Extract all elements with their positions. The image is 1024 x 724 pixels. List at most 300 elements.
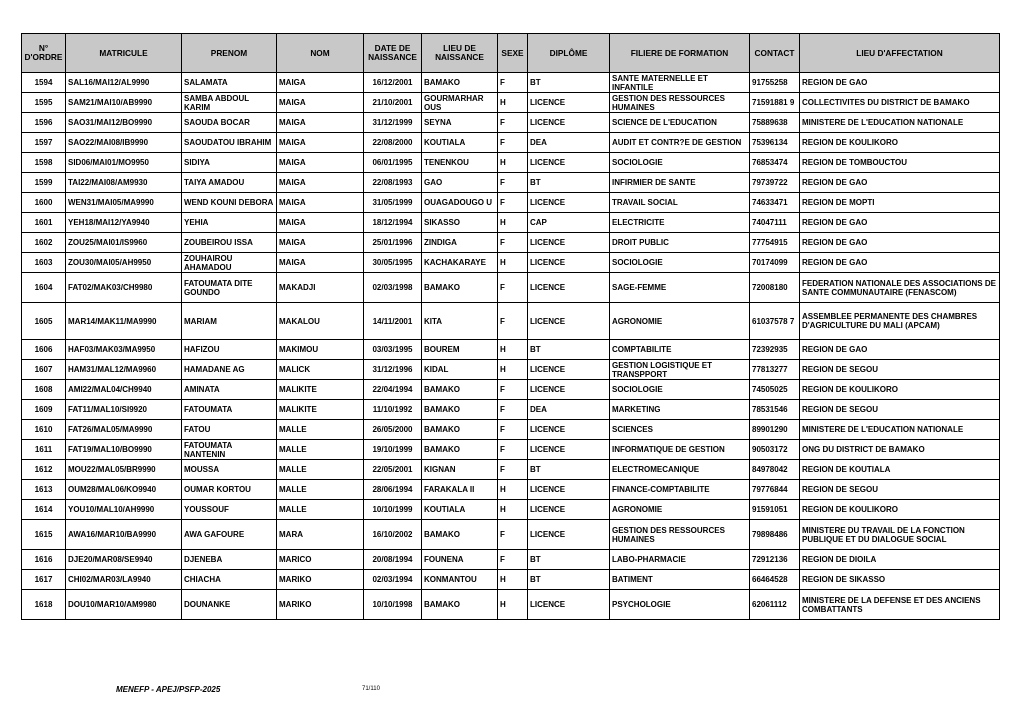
table-cell: 62061112 xyxy=(750,590,800,620)
table-cell: LICENCE xyxy=(528,253,610,273)
table-cell: LICENCE xyxy=(528,590,610,620)
table-cell: MAIGA xyxy=(277,73,364,93)
table-cell: F xyxy=(498,550,528,570)
column-header: CONTACT xyxy=(750,34,800,73)
table-cell: 1614 xyxy=(22,500,66,520)
table-cell: SCIENCE DE L'EDUCATION xyxy=(610,113,750,133)
table-cell: F xyxy=(498,113,528,133)
table-cell: BT xyxy=(528,570,610,590)
table-cell: 26/05/2000 xyxy=(364,420,422,440)
table-cell: LICENCE xyxy=(528,233,610,253)
table-cell: 03/03/1995 xyxy=(364,340,422,360)
table-cell: ZOUHAIROU AHAMADOU xyxy=(182,253,277,273)
table-cell: HAMADANE AG xyxy=(182,360,277,380)
table-cell: GESTION LOGISTIQUE ET TRANSPPORT xyxy=(610,360,750,380)
table-row xyxy=(22,460,1000,480)
table-cell: H xyxy=(498,360,528,380)
table-cell: 74505025 xyxy=(750,380,800,400)
table-cell: MAIGA xyxy=(277,93,364,113)
table-cell: MALIKITE xyxy=(277,380,364,400)
table-cell: MINISTERE DU TRAVAIL DE LA FONCTION PUBLIQUE ET DU DIALOGUE SOCIAL xyxy=(800,520,1000,550)
table-cell: KIGNAN xyxy=(422,460,498,480)
table-cell: KACHAKARAYE xyxy=(422,253,498,273)
table-cell: BT xyxy=(528,550,610,570)
table-cell: MALLE xyxy=(277,420,364,440)
table-cell: MALLE xyxy=(277,480,364,500)
table-cell: MARA xyxy=(277,520,364,550)
table-cell: ELECTROMECANIQUE xyxy=(610,460,750,480)
table-cell: F xyxy=(498,173,528,193)
table-cell: DJE20/MAR08/SE9940 xyxy=(66,550,182,570)
table-cell: CAP xyxy=(528,213,610,233)
table-cell: 1610 xyxy=(22,420,66,440)
table-cell: 10/10/1998 xyxy=(364,590,422,620)
table-cell: PSYCHOLOGIE xyxy=(610,590,750,620)
table-cell: 21/10/2001 xyxy=(364,93,422,113)
table-cell: FAT11/MAL10/SI9920 xyxy=(66,400,182,420)
table-cell: H xyxy=(498,213,528,233)
table-cell: 1598 xyxy=(22,153,66,173)
table-cell: BT xyxy=(528,340,610,360)
table-cell: MAIGA xyxy=(277,113,364,133)
table-cell: BOUREM xyxy=(422,340,498,360)
table-cell: KITA xyxy=(422,303,498,340)
table-cell: REGION DE GAO xyxy=(800,173,1000,193)
table-cell: 31/05/1999 xyxy=(364,193,422,213)
table-cell: 19/10/1999 xyxy=(364,440,422,460)
column-header: LIEU D'AFFECTATION xyxy=(800,34,1000,73)
table-cell: SEYNA xyxy=(422,113,498,133)
table-cell: MALICK xyxy=(277,360,364,380)
table-row xyxy=(22,500,1000,520)
table-cell: INFORMATIQUE DE GESTION xyxy=(610,440,750,460)
table-cell: SIKASSO xyxy=(422,213,498,233)
table-cell: 1613 xyxy=(22,480,66,500)
table-cell: AMINATA xyxy=(182,380,277,400)
table-body xyxy=(22,73,1000,620)
table-cell: 1597 xyxy=(22,133,66,153)
table-cell: MAIGA xyxy=(277,173,364,193)
table-row xyxy=(22,380,1000,400)
table-cell: OUAGADOUGO U xyxy=(422,193,498,213)
column-header: PRENOM xyxy=(182,34,277,73)
table-cell: FATOUMATA xyxy=(182,400,277,420)
table-cell: COMPTABILITE xyxy=(610,340,750,360)
table-cell: MALIKITE xyxy=(277,400,364,420)
table-cell: BATIMENT xyxy=(610,570,750,590)
table-cell: SID06/MAI01/MO9950 xyxy=(66,153,182,173)
table-cell: 76853474 xyxy=(750,153,800,173)
table-header-row xyxy=(22,34,1000,73)
table-cell: 66464528 xyxy=(750,570,800,590)
table-cell: 89901290 xyxy=(750,420,800,440)
table-cell: 10/10/1999 xyxy=(364,500,422,520)
table-cell: LICENCE xyxy=(528,113,610,133)
table-cell: LICENCE xyxy=(528,520,610,550)
table-cell: MALLE xyxy=(277,440,364,460)
table-cell: LICENCE xyxy=(528,480,610,500)
table-cell: YEHIA xyxy=(182,213,277,233)
table-cell: BT xyxy=(528,460,610,480)
table-cell: 11/10/1992 xyxy=(364,400,422,420)
table-cell: AWA16/MAR10/BA9990 xyxy=(66,520,182,550)
table-cell: GESTION DES RESSOURCES HUMAINES xyxy=(610,520,750,550)
table-cell: REGION DE GAO xyxy=(800,233,1000,253)
table-cell: TENENKOU xyxy=(422,153,498,173)
table-cell: 1602 xyxy=(22,233,66,253)
table-cell: REGION DE SEGOU xyxy=(800,400,1000,420)
table-cell: LICENCE xyxy=(528,380,610,400)
column-header: NOM xyxy=(277,34,364,73)
table-row xyxy=(22,360,1000,380)
table-cell: LICENCE xyxy=(528,420,610,440)
table-row xyxy=(22,520,1000,550)
table-cell: LICENCE xyxy=(528,360,610,380)
column-header: SEXE xyxy=(498,34,528,73)
table-cell: REGION DE SEGOU xyxy=(800,480,1000,500)
table-cell: WEND KOUNI DEBORA xyxy=(182,193,277,213)
table-cell: 1603 xyxy=(22,253,66,273)
table-row xyxy=(22,480,1000,500)
table-cell: HAM31/MAL12/MA9960 xyxy=(66,360,182,380)
table-cell: 1605 xyxy=(22,303,66,340)
table-cell: REGION DE DIOILA xyxy=(800,550,1000,570)
table-cell: H xyxy=(498,153,528,173)
table-cell: BAMAKO xyxy=(422,273,498,303)
table-cell: SAOUDATOU IBRAHIM xyxy=(182,133,277,153)
table-cell: MARICO xyxy=(277,550,364,570)
table-cell: DEA xyxy=(528,400,610,420)
table-cell: SAOUDA BOCAR xyxy=(182,113,277,133)
table-cell: REGION DE GAO xyxy=(800,340,1000,360)
table-cell: 20/08/1994 xyxy=(364,550,422,570)
table-cell: REGION DE SIKASSO xyxy=(800,570,1000,590)
table-cell: BAMAKO xyxy=(422,400,498,420)
table-cell: 1600 xyxy=(22,193,66,213)
table-cell: MARKETING xyxy=(610,400,750,420)
table-cell: F xyxy=(498,303,528,340)
table-cell: ONG DU DISTRICT DE BAMAKO xyxy=(800,440,1000,460)
table-cell: DOUNANKE xyxy=(182,590,277,620)
table-cell: BAMAKO xyxy=(422,520,498,550)
column-header: DIPLÔME xyxy=(528,34,610,73)
table-cell: H xyxy=(498,500,528,520)
table-cell: MOU22/MAL05/BR9990 xyxy=(66,460,182,480)
table-cell: 1607 xyxy=(22,360,66,380)
table-cell: 02/03/1998 xyxy=(364,273,422,303)
table-cell: GESTION DES RESSOURCES HUMAINES xyxy=(610,93,750,113)
table-cell: 1596 xyxy=(22,113,66,133)
table-cell: 1599 xyxy=(22,173,66,193)
table-cell: 79898486 xyxy=(750,520,800,550)
table-cell: MAKALOU xyxy=(277,303,364,340)
table-cell: REGION DE GAO xyxy=(800,213,1000,233)
table-row xyxy=(22,193,1000,213)
table-row xyxy=(22,400,1000,420)
table-cell: TAIYA AMADOU xyxy=(182,173,277,193)
table-cell: CHI02/MAR03/LA9940 xyxy=(66,570,182,590)
table-cell: TRAVAIL SOCIAL xyxy=(610,193,750,213)
table-cell: HAFIZOU xyxy=(182,340,277,360)
table-cell: BT xyxy=(528,173,610,193)
table-cell: LICENCE xyxy=(528,500,610,520)
table-cell: FEDERATION NATIONALE DES ASSOCIATIONS DE SANTE COMMUNAUTAIRE (FENASCOM) xyxy=(800,273,1000,303)
table-cell: 75396134 xyxy=(750,133,800,153)
table-cell: DOU10/MAR10/AM9980 xyxy=(66,590,182,620)
table-cell: GOURMARHAR OUS xyxy=(422,93,498,113)
table-cell: 91755258 xyxy=(750,73,800,93)
table-cell: MOUSSA xyxy=(182,460,277,480)
table-cell: 14/11/2001 xyxy=(364,303,422,340)
table-cell: SIDIYA xyxy=(182,153,277,173)
table-cell: LICENCE xyxy=(528,93,610,113)
table-cell: ELECTRICITE xyxy=(610,213,750,233)
table-cell: AGRONOMIE xyxy=(610,500,750,520)
table-row xyxy=(22,253,1000,273)
table-row xyxy=(22,340,1000,360)
table-cell: SAM21/MAI10/AB9990 xyxy=(66,93,182,113)
table-cell: LICENCE xyxy=(528,193,610,213)
table-cell: MAIGA xyxy=(277,233,364,253)
table-cell: DEA xyxy=(528,133,610,153)
table-cell: YEH18/MAI12/YA9940 xyxy=(66,213,182,233)
table-row xyxy=(22,213,1000,233)
table-cell: LABO-PHARMACIE xyxy=(610,550,750,570)
table-cell: 1604 xyxy=(22,273,66,303)
table-cell: 75889638 xyxy=(750,113,800,133)
table-cell: AUDIT ET CONTR?E DE GESTION xyxy=(610,133,750,153)
table-cell: 74633471 xyxy=(750,193,800,213)
table-cell: FOUNENA xyxy=(422,550,498,570)
table-cell: MAR14/MAK11/MA9990 xyxy=(66,303,182,340)
table-row xyxy=(22,233,1000,253)
table-cell: REGION DE KOULIKORO xyxy=(800,380,1000,400)
table-cell: REGION DE KOUTIALA xyxy=(800,460,1000,480)
table-cell: 72008180 xyxy=(750,273,800,303)
table-cell: AMI22/MAL04/CH9940 xyxy=(66,380,182,400)
table-row xyxy=(22,93,1000,113)
table-cell: 02/03/1994 xyxy=(364,570,422,590)
table-cell: 1609 xyxy=(22,400,66,420)
table-cell: WEN31/MAI05/MA9990 xyxy=(66,193,182,213)
table-cell: FINANCE-COMPTABILITE xyxy=(610,480,750,500)
column-header: MATRICULE xyxy=(66,34,182,73)
table-cell: F xyxy=(498,400,528,420)
table-cell: OUM28/MAL06/KO9940 xyxy=(66,480,182,500)
table-cell: 31/12/1999 xyxy=(364,113,422,133)
table-cell: OUMAR KORTOU xyxy=(182,480,277,500)
table-cell: REGION DE KOULIKORO xyxy=(800,133,1000,153)
table-cell: MAKIMOU xyxy=(277,340,364,360)
table-cell: F xyxy=(498,380,528,400)
table-cell: COLLECTIVITES DU DISTRICT DE BAMAKO xyxy=(800,93,1000,113)
table-cell: MARIAM xyxy=(182,303,277,340)
table-cell: TAI22/MAI08/AM9930 xyxy=(66,173,182,193)
table-row xyxy=(22,590,1000,620)
table-cell: 1595 xyxy=(22,93,66,113)
table-cell: 79739722 xyxy=(750,173,800,193)
table-cell: ZOU30/MAI05/AH9950 xyxy=(66,253,182,273)
table-cell: F xyxy=(498,520,528,550)
table-row xyxy=(22,133,1000,153)
table-cell: FARAKALA II xyxy=(422,480,498,500)
column-header: FILIERE DE FORMATION xyxy=(610,34,750,73)
page-number: 71/110 xyxy=(362,686,380,692)
table-cell: DROIT PUBLIC xyxy=(610,233,750,253)
table-cell: SOCIOLOGIE xyxy=(610,380,750,400)
table-cell: 84978042 xyxy=(750,460,800,480)
table-cell: BAMAKO xyxy=(422,73,498,93)
table-cell: ZOU25/MAI01/IS9960 xyxy=(66,233,182,253)
table-cell: SOCIOLOGIE xyxy=(610,153,750,173)
table-cell: INFIRMIER DE SANTE xyxy=(610,173,750,193)
table-cell: GAO xyxy=(422,173,498,193)
column-header: DATE DE NAISSANCE xyxy=(364,34,422,73)
table-cell: F xyxy=(498,273,528,303)
table-cell: F xyxy=(498,133,528,153)
table-row xyxy=(22,303,1000,340)
table-cell: F xyxy=(498,73,528,93)
table-cell: H xyxy=(498,590,528,620)
table-cell: 1616 xyxy=(22,550,66,570)
table-cell: 22/04/1994 xyxy=(364,380,422,400)
table-row xyxy=(22,570,1000,590)
table-cell: MAIGA xyxy=(277,133,364,153)
table-cell: LICENCE xyxy=(528,153,610,173)
table-cell: DJENEBA xyxy=(182,550,277,570)
table-cell: 79776844 xyxy=(750,480,800,500)
table-cell: SCIENCES xyxy=(610,420,750,440)
table-cell: MARIKO xyxy=(277,590,364,620)
table-cell: SAO22/MAI08/IB9990 xyxy=(66,133,182,153)
table-cell: SOCIOLOGIE xyxy=(610,253,750,273)
table-row xyxy=(22,420,1000,440)
table-cell: MINISTERE DE L'EDUCATION NATIONALE xyxy=(800,113,1000,133)
table-cell: 06/01/1995 xyxy=(364,153,422,173)
table-cell: 71591881 9 xyxy=(750,93,800,113)
table-row xyxy=(22,273,1000,303)
table-cell: MAKADJI xyxy=(277,273,364,303)
table-cell: BAMAKO xyxy=(422,590,498,620)
table-cell: SANTE MATERNELLE ET INFANTILE xyxy=(610,73,750,93)
table-cell: KIDAL xyxy=(422,360,498,380)
table-cell: 16/12/2001 xyxy=(364,73,422,93)
table-cell: CHIACHA xyxy=(182,570,277,590)
table-row xyxy=(22,153,1000,173)
table-cell: 18/12/1994 xyxy=(364,213,422,233)
table-cell: 78531546 xyxy=(750,400,800,420)
table-cell: ZINDIGA xyxy=(422,233,498,253)
table-cell: 31/12/1996 xyxy=(364,360,422,380)
table-row xyxy=(22,173,1000,193)
table-cell: 90503172 xyxy=(750,440,800,460)
table-cell: BAMAKO xyxy=(422,440,498,460)
table-cell: H xyxy=(498,340,528,360)
table-cell: H xyxy=(498,480,528,500)
table-cell: 25/01/1996 xyxy=(364,233,422,253)
table-cell: MINISTERE DE L'EDUCATION NATIONALE xyxy=(800,420,1000,440)
table-cell: MAIGA xyxy=(277,253,364,273)
table-cell: 1611 xyxy=(22,440,66,460)
table-cell: 1601 xyxy=(22,213,66,233)
table-cell: LICENCE xyxy=(528,273,610,303)
table-cell: MAIGA xyxy=(277,213,364,233)
table-cell: H xyxy=(498,253,528,273)
table-cell: MALLE xyxy=(277,460,364,480)
table-row xyxy=(22,550,1000,570)
table-cell: 61037578 7 xyxy=(750,303,800,340)
table-cell: YOUSSOUF xyxy=(182,500,277,520)
table-cell: 1615 xyxy=(22,520,66,550)
table-cell: KONMANTOU xyxy=(422,570,498,590)
table-cell: F xyxy=(498,420,528,440)
table-cell: FAT19/MAL10/BO9990 xyxy=(66,440,182,460)
table-cell: REGION DE KOULIKORO xyxy=(800,500,1000,520)
table-cell: KOUTIALA xyxy=(422,500,498,520)
table-cell: F xyxy=(498,460,528,480)
table-cell: SALAMATA xyxy=(182,73,277,93)
table-cell: LICENCE xyxy=(528,440,610,460)
table-cell: SAGE-FEMME xyxy=(610,273,750,303)
table-cell: 22/08/2000 xyxy=(364,133,422,153)
table-cell: 74047111 xyxy=(750,213,800,233)
table-cell: 1612 xyxy=(22,460,66,480)
table-cell: BT xyxy=(528,73,610,93)
table-cell: SAO31/MAI12/BO9990 xyxy=(66,113,182,133)
table-cell: 70174099 xyxy=(750,253,800,273)
column-header: N° D'ORDRE xyxy=(22,34,66,73)
table-cell: MAIGA xyxy=(277,193,364,213)
table-cell: BAMAKO xyxy=(422,380,498,400)
table-cell: MALLE xyxy=(277,500,364,520)
table-cell: F xyxy=(498,440,528,460)
table-cell: KOUTIALA xyxy=(422,133,498,153)
table-cell: F xyxy=(498,233,528,253)
table-cell: 91591051 xyxy=(750,500,800,520)
table-cell: 28/06/1994 xyxy=(364,480,422,500)
table-cell: 1618 xyxy=(22,590,66,620)
table-cell: 1594 xyxy=(22,73,66,93)
table-cell: 22/08/1993 xyxy=(364,173,422,193)
table-cell: FAT26/MAL05/MA9990 xyxy=(66,420,182,440)
table-cell: 1606 xyxy=(22,340,66,360)
table-cell: AWA GAFOURE xyxy=(182,520,277,550)
table-cell: REGION DE SEGOU xyxy=(800,360,1000,380)
table-cell: MAIGA xyxy=(277,153,364,173)
table-cell: ZOUBEIROU ISSA xyxy=(182,233,277,253)
table-cell: 16/10/2002 xyxy=(364,520,422,550)
table-cell: REGION DE GAO xyxy=(800,73,1000,93)
table-cell: FAT02/MAK03/CH9980 xyxy=(66,273,182,303)
table-cell: 72912136 xyxy=(750,550,800,570)
table-cell: 22/05/2001 xyxy=(364,460,422,480)
table-cell: 1608 xyxy=(22,380,66,400)
table-cell: F xyxy=(498,193,528,213)
table-cell: H xyxy=(498,93,528,113)
table-cell: 77813277 xyxy=(750,360,800,380)
table-cell: YOU10/MAL10/AH9990 xyxy=(66,500,182,520)
column-header: LIEU DE NAISSANCE xyxy=(422,34,498,73)
table-row xyxy=(22,113,1000,133)
affectation-table xyxy=(21,33,1000,620)
table-cell: BAMAKO xyxy=(422,420,498,440)
table-cell: 72392935 xyxy=(750,340,800,360)
table-cell: REGION DE MOPTI xyxy=(800,193,1000,213)
table-row xyxy=(22,440,1000,460)
table-cell: AGRONOMIE xyxy=(610,303,750,340)
table-cell: SAMBA ABDOUL KARIM xyxy=(182,93,277,113)
table-cell: H xyxy=(498,570,528,590)
